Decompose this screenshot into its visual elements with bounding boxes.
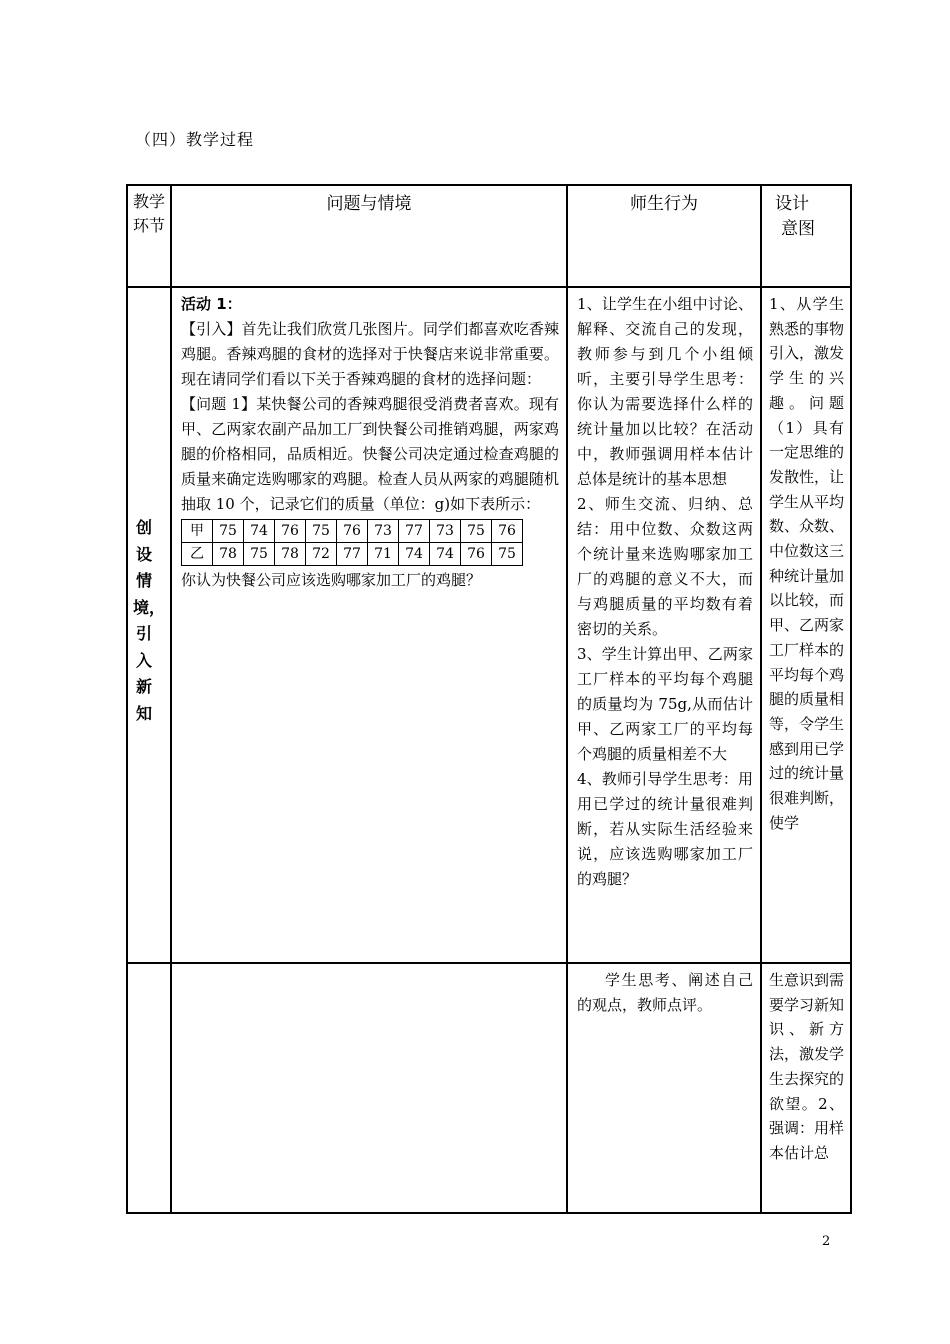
table-cell: 78 — [213, 543, 244, 566]
behavior-cell-2: 学生思考、阐述自己的观点，教师点评。 — [577, 971, 753, 1014]
table-left-border — [126, 184, 128, 1214]
table-cell: 73 — [430, 520, 461, 543]
col-divider-3 — [760, 184, 762, 1214]
table-cell: 73 — [368, 520, 399, 543]
table-top-border — [126, 184, 852, 186]
table-cell: 71 — [368, 543, 399, 566]
table-right-border — [850, 184, 852, 1214]
table-cell: 77 — [399, 520, 430, 543]
stage-label: 创设情境，引入新知 — [133, 518, 166, 723]
table-cell: 75 — [244, 543, 275, 566]
header-intent-line2: 意图 — [781, 219, 815, 239]
intent-cell: 1、从学生熟悉的事物引入，激发学生的兴趣。问题（1）具有一定思维的发散性，让学生从平均数、众数、中位数这三种统计量加以比较，而甲、乙两家工厂样本的平均每个鸡腿的质量相等，令学生感到用已学过的统计量很难判断，使学 — [769, 295, 845, 832]
header-behavior: 师生行为 — [630, 194, 698, 214]
table-cell: 76 — [275, 520, 306, 543]
page-number: 2 — [822, 1234, 831, 1249]
table-cell: 74 — [399, 543, 430, 566]
table-row-jia — [182, 520, 523, 543]
table-cell: 乙 — [182, 543, 213, 566]
section-title: （四）教学过程 — [135, 130, 255, 149]
table-bottom-border — [126, 1212, 852, 1214]
col-divider-1 — [170, 184, 172, 1214]
behavior-item: 4、教师引导学生思考：用用已学过的统计量很难判断，若从实际生活经验来说，应该选购哪家加工厂的鸡腿？ — [577, 770, 753, 888]
table-cell: 甲 — [182, 520, 213, 543]
intent-cell-2: 生意识到需要学习新知识、新方法，激发学生去探究的欲望。2、强调：用样本估计总 — [769, 971, 845, 1162]
table-cell: 76 — [337, 520, 368, 543]
col-divider-2 — [566, 184, 568, 1214]
intro-text: 【引入】首先让我们欣赏几张图片。同学们都喜欢吃香辣鸡腿。香辣鸡腿的食材的选择对于快餐店来说非常重要。现在请同学们看以下关于香辣鸡腿的食材的选择问题： — [181, 320, 559, 388]
table-cell: 72 — [306, 543, 337, 566]
row1-bottom-border — [126, 962, 852, 964]
table-cell: 75 — [213, 520, 244, 543]
table-cell: 78 — [275, 543, 306, 566]
table-cell: 75 — [492, 543, 523, 566]
header-stage: 教学环节 — [132, 192, 165, 235]
ask-text: 你认为快餐公司应该选购哪家加工厂的鸡腿？ — [181, 571, 482, 589]
question-text: 【问题 1】某快餐公司的香辣鸡腿很受消费者喜欢。现有甲、乙两家农副产品加工厂到快餐公司推销鸡腿，两家鸡腿的价格相同，品质相近。快餐公司决定通过检查鸡腿的质量来确定选购哪家的鸡腿。检查人员从两家的鸡腿随机抽取 10 个，记录它们的质量（单位：g)如下表所示： — [181, 395, 559, 513]
header-intent-line1: 设计 — [775, 194, 809, 214]
table-cell: 76 — [492, 520, 523, 543]
table-cell: 76 — [461, 543, 492, 566]
table-row-yi — [182, 543, 523, 566]
mass-table — [181, 519, 523, 566]
header-problem: 问题与情境 — [326, 194, 412, 214]
table-cell: 75 — [461, 520, 492, 543]
behavior-item: 3、学生计算出甲、乙两家工厂样本的平均每个鸡腿的质量均为 75g,从而估计甲、乙两家工厂的平均每个鸡腿的质量相差不大 — [577, 645, 753, 763]
table-cell: 74 — [430, 543, 461, 566]
problem-cell — [181, 292, 559, 593]
behavior-item: 2、师生交流、归纳、总结：用中位数、众数这两个统计量来选购哪家加工厂的鸡腿的意义不大，而与鸡腿质量的平均数有着密切的关系。 — [577, 495, 753, 638]
table-cell: 74 — [244, 520, 275, 543]
behavior-cell — [577, 292, 753, 892]
activity-title: 活动 1： — [181, 295, 242, 313]
table-cell: 77 — [337, 543, 368, 566]
header-row-border — [126, 286, 852, 288]
table-cell: 75 — [306, 520, 337, 543]
behavior-item: 1、让学生在小组中讨论、解释、交流自己的发现，教师参与到几个小组倾听，主要引导学生思考：你认为需要选择什么样的统计量加以比较？在活动中，教师强调用样本估计总体是统计的基本思想 — [577, 295, 753, 488]
